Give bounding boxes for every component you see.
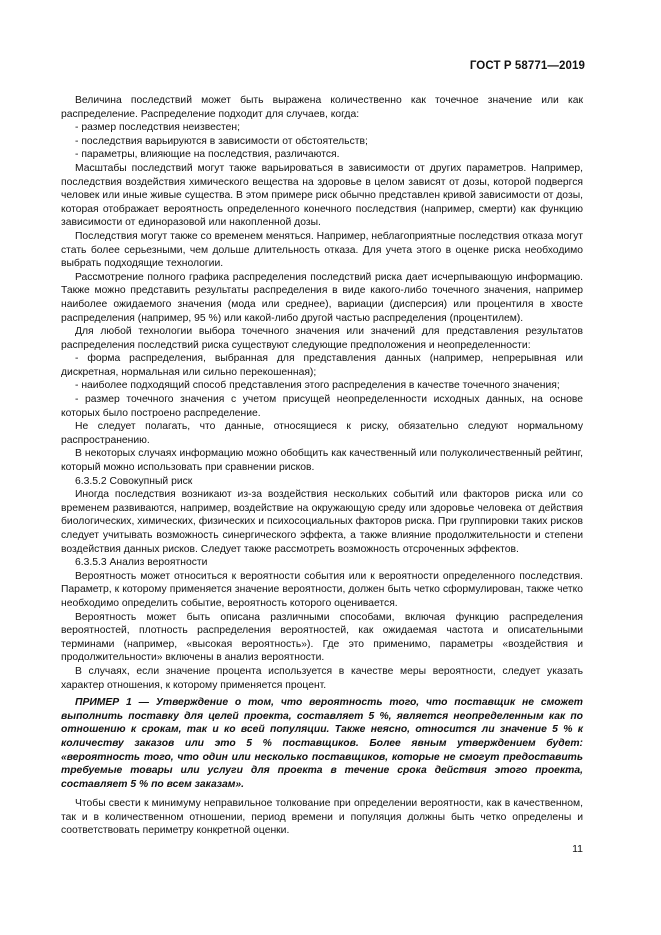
- paragraph: Последствия могут также со временем меняться. Например, неблагоприятные последствия отказа могут стать более серьезными, чем дольше длительность отказа. Для учета этого в оценке риска необходимо выбрать подходящие технологии.: [61, 230, 583, 270]
- paragraph: Величина последствий может быть выражена количественно как точечное значение или как распределение. Распределение подходит для случаев, когда:: [61, 95, 583, 120]
- list-item: - размер последствия неизвестен;: [75, 122, 240, 134]
- example-note: ПРИМЕР 1 — Утверждение о том, что вероятность того, что поставщик не сможет выполнить поставку для целей проекта, составляет 5 %, является неопределенным как по отношению к срокам, так и ко всей популяции. Также неясно, относится ли значение 5 % к количеству заказов или это 5 % поставщиков. Более явным утверждением будет: «вероятность того, что один или несколько поставщиков, которые не смогут предоставить требуемые товары или услуги для проекта в течение срока действия этого проекта, составляет 5 % по всем заказам».: [61, 697, 583, 790]
- paragraph: Не следует полагать, что данные, относящиеся к риску, обязательно следуют нормальному распространению.: [61, 421, 583, 446]
- list-item: - последствия варьируются в зависимости от обстоятельств;: [75, 135, 368, 147]
- paragraph: В некоторых случаях информацию можно обобщить как качественный или полуколичественный рейтинг, который можно использовать при сравнении рисков.: [61, 448, 583, 474]
- list-item: - форма распределения, выбранная для представления данных (например, непрерывная или дискретная, нормальная или сильно перекошенная);: [61, 353, 583, 378]
- list-item: - размер точечного значения с учетом присущей неопределенности исходных данных, на основе которых было построено распределение.: [61, 394, 583, 419]
- page-number: 11: [572, 843, 583, 855]
- paragraph: Вероятность может относиться к вероятности события или к вероятности определенного последствия. Параметр, к которому применяется значение вероятности, должен быть четко сформулирован, также четко необходимо определить событие, вероятность которого оценивается.: [61, 570, 583, 609]
- list-item: - наиболее подходящий способ представления этого распределения в качестве точечного значения;: [75, 380, 560, 392]
- section-heading: 6.3.5.2 Совокупный риск: [75, 475, 193, 487]
- paragraph: В случаях, если значение процента используется в качестве меры вероятности, следует указать характер отношения, к которому применяется процент.: [61, 665, 583, 691]
- paragraph: Рассмотрение полного графика распределения последствий риска дает исчерпывающую информацию. Также можно представить результаты распределения в виде какого-либо точечного значения, например наиболее ожидаемого значения (мода или среднее), вариации (дисперсия) или процентиля в хвосте распределения (например, 95 %) или какой-либо другой частью распределения (процентилем).: [61, 271, 583, 324]
- section-heading: 6.3.5.3 Анализ вероятности: [75, 557, 208, 569]
- paragraph: Для любой технологии выбора точечного значения или значений для представления результатов распределения последствий риска существуют следующие предположения и неопределенности:: [61, 326, 583, 351]
- page-body: [61, 94, 583, 838]
- paragraph: Вероятность может быть описана различными способами, включая функцию распределения вероятностей, плотность распределения вероятностей, как ожидаемая частота и описательными терминами (например, «высокая вероятность»). Где это применимо, параметры «воздействия и продолжительности» включены в анализ вероятности.: [61, 611, 583, 664]
- document-header: ГОСТ Р 58771—2019: [469, 60, 585, 72]
- paragraph: Иногда последствия возникают из-за воздействия нескольких событий или факторов риска или со временем развиваются, например, воздействие на окружающую среду или здоровье человека от действия биологических, химических, физических и психосоциальных факторов риска. При группировки таких рисков следует учитывать возможность синергического эффекта, а также влияние продолжительности и степени воздействия данных рисков. Следует также рассмотреть возможность отсроченных эффектов.: [61, 489, 583, 555]
- paragraph: Чтобы свести к минимуму неправильное толкование при определении вероятности, как в качественном, так и в количественном отношении, период времени и популяция должны быть четко определены и соответствовать периметру конкретной оценки.: [61, 798, 583, 837]
- paragraph: Масштабы последствий могут также варьироваться в зависимости от других параметров. Например, последствия воздействия химического вещества на здоровье в целом зависят от дозы, которой подвергся человек или иные живые существа. В этом примере риск обычно представлен кривой зависимости от дозы, которая отображает вероятность определенного конечного последствия (например, смерти) как функцию зависимости от единоразовой или накопленной дозы.: [61, 162, 583, 229]
- list-item: - параметры, влияющие на последствия, различаются.: [75, 149, 340, 161]
